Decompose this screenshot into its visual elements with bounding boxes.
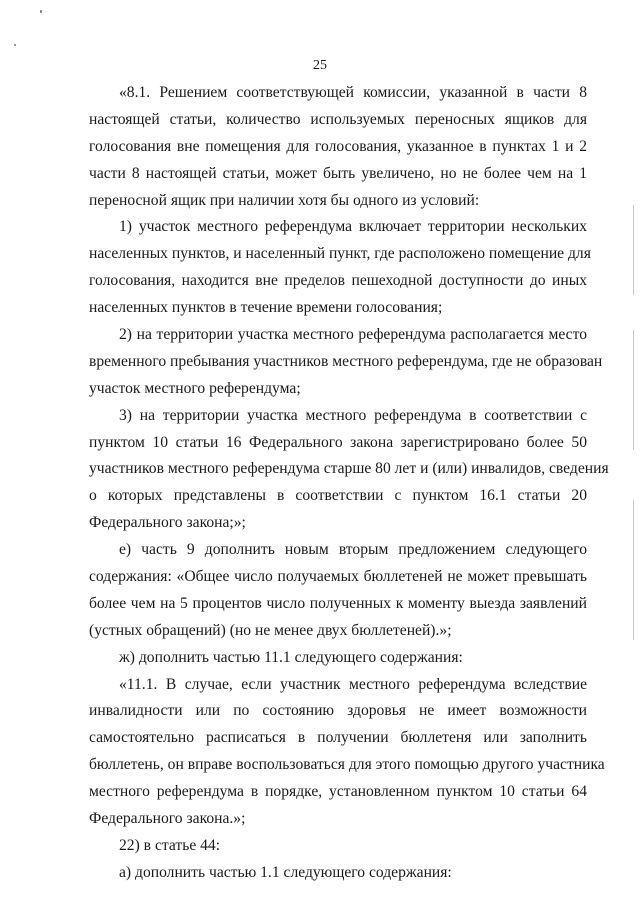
text-line: е) часть 9 дополнить новым вторым предложением следующего bbox=[119, 541, 587, 559]
text-line: голосования, находится вне пределов пешеходной доступности до иных bbox=[89, 272, 587, 290]
text-line: 3) на территории участка местного референдума в соответствии с bbox=[119, 406, 587, 424]
text-line: Федерального закона.»; bbox=[89, 810, 246, 828]
text-line: более чем на 5 процентов число полученных к моменту выезда заявлений bbox=[89, 594, 587, 612]
text-line: самостоятельно расписаться в получении бюллетеня или заполнить bbox=[89, 729, 587, 747]
text-line: «8.1. Решением соответствующей комиссии, указанной в части 8 bbox=[119, 84, 587, 101]
text-line: настоящей статьи, количество используемых переносных ящиков для bbox=[89, 110, 587, 128]
text-line: о которых представлены в соответствии с пунктом 16.1 статьи 20 bbox=[89, 487, 587, 505]
text-line: голосования вне помещения для голосования, указанное в пунктах 1 и 2 bbox=[89, 137, 587, 155]
page-number: 25 bbox=[313, 58, 327, 73]
scan-edge-mark bbox=[633, 500, 634, 640]
scan-speck bbox=[40, 10, 42, 13]
text-line: бюллетень, он вправе воспользоваться для этого помощью другого участника bbox=[89, 756, 605, 774]
text-line: населенных пунктов, и населенный пункт, где расположено помещение для bbox=[89, 245, 591, 263]
text-line: инвалидности или по состоянию здоровья не имеет возможности bbox=[89, 702, 587, 720]
text-line: содержания: «Общее число получаемых бюллетеней не может превышать bbox=[89, 568, 587, 586]
scan-speck bbox=[14, 44, 16, 46]
text-line: переносной ящик при наличии хотя бы одного из условий: bbox=[89, 191, 480, 209]
text-line: местного референдума в порядке, установленном пунктом 10 статьи 64 bbox=[89, 783, 587, 801]
scan-edge-mark bbox=[633, 330, 634, 450]
document-body bbox=[89, 80, 609, 887]
text-line: а) дополнить частью 1.1 следующего содержания: bbox=[119, 863, 452, 881]
text-line: участников местного референдума старше 80 лет и (или) инвалидов, сведения bbox=[89, 460, 609, 478]
text-line: Федерального закона;»; bbox=[89, 514, 246, 532]
text-line: пунктом 10 статьи 16 Федерального закона зарегистрировано более 50 bbox=[89, 433, 587, 451]
text-line: ж) дополнить частью 11.1 следующего содержания: bbox=[119, 648, 463, 666]
text-line: участок местного референдума; bbox=[89, 379, 301, 397]
text-line: временного пребывания участников местного референдума, где не образован bbox=[89, 352, 603, 370]
text-line: части 8 настоящей статьи, может быть увеличено, но не более чем на 1 bbox=[89, 164, 587, 182]
text-line: 22) в статье 44: bbox=[119, 836, 221, 854]
scan-edge-mark bbox=[633, 205, 634, 295]
text-line: (устных обращений) (но не менее двух бюллетеней).»; bbox=[89, 621, 452, 639]
text-line: 1) участок местного референдума включает территории нескольких bbox=[119, 218, 587, 236]
text-line: 2) на территории участка местного референдума располагается место bbox=[119, 326, 587, 344]
text-line: населенных пунктов в течение времени голосования; bbox=[89, 299, 443, 317]
text-line: «11.1. В случае, если участник местного референдума вследствие bbox=[119, 675, 587, 693]
